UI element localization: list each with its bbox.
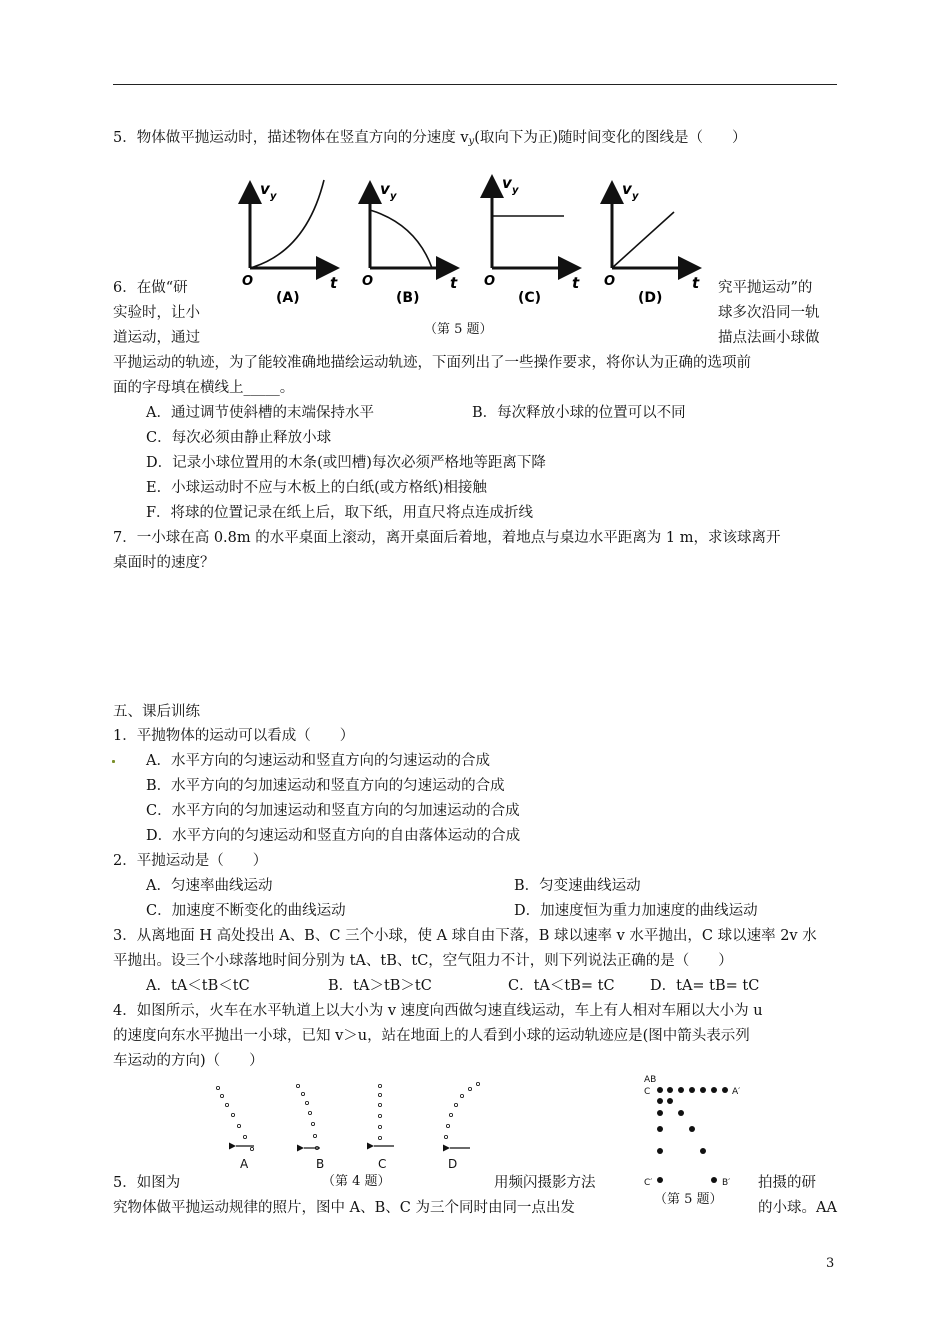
s5-q2-option-a: A．匀速率曲线运动 — [146, 878, 273, 894]
graph-a — [242, 180, 338, 306]
graph-d-label: (D) — [638, 290, 663, 306]
svg-text:B′: B′ — [722, 1178, 731, 1188]
svg-text:A′: A′ — [732, 1087, 741, 1097]
graph-c — [484, 174, 580, 306]
svg-text:v: v — [380, 180, 390, 198]
s5-q1-option-c: C．水平方向的匀加速运动和竖直方向的匀加速运动的合成 — [146, 803, 520, 819]
s5-q4-line1: 4．如图所示，火车在水平轨道上以大小为 v 速度向西做匀速直线运动，车上有人相对车厢以大小为 u — [113, 1003, 763, 1019]
trajectory-d — [444, 1082, 479, 1171]
q6-line5: 面的字母填在横线上_____。 — [113, 380, 295, 396]
s5-q1-option-d: D．水平方向的匀速运动和竖直方向的自由落体运动的合成 — [146, 828, 521, 844]
s5-q2-option-c: C．加速度不断变化的曲线运动 — [146, 903, 346, 919]
graph-d — [604, 180, 700, 306]
svg-text:O: O — [604, 274, 616, 289]
svg-text:O: O — [484, 274, 496, 289]
svg-text:B: B — [316, 1157, 325, 1171]
s5-q5-line1-left: 5．如图为 — [113, 1175, 181, 1191]
figure-5-caption: （第 5 题） — [424, 322, 493, 337]
svg-text:C′: C′ — [644, 1178, 653, 1188]
svg-text:O: O — [362, 274, 374, 289]
trajectory-figure — [206, 1076, 506, 1176]
q6-option-f: F．将球的位置记录在纸上后，取下纸，用直尺将点连成折线 — [146, 505, 534, 521]
svg-text:t: t — [330, 274, 338, 292]
svg-text:AB: AB — [644, 1075, 657, 1085]
trajectory-b — [296, 1084, 324, 1171]
figure-5b-caption: （第 5 题） — [654, 1192, 723, 1207]
s5-q3-option-c: C．tA＜tB= tC — [508, 978, 615, 994]
s5-q5-line2-left: 究物体做平抛运动规律的照片，图中 A、B、C 为三个同时由同一点出发 — [113, 1200, 575, 1216]
q7-line1: 7．一小球在高 0.8m 的水平桌面上滚动，离开桌面后着地，着地点与桌边水平距离为 1 m，求该球离开 — [113, 530, 781, 546]
s5-q2-stem: 2．平抛运动是（ ） — [113, 853, 268, 869]
svg-text:t: t — [450, 274, 458, 292]
graph-b — [362, 180, 458, 306]
q6-line2-left: 实验时，让小 — [113, 305, 200, 321]
q6-option-e: E．小球运动时不应与木板上的白纸(或方格纸)相接触 — [146, 480, 487, 496]
svg-text:C: C — [644, 1087, 651, 1097]
vy-t-graphs — [236, 172, 706, 322]
s5-q5-line2-right: 的小球。AA — [758, 1200, 837, 1216]
q6-option-c: C．每次必须由静止释放小球 — [146, 430, 332, 446]
svg-text:t: t — [692, 274, 700, 292]
graph-a-label: (A) — [276, 290, 300, 306]
s5-q3-line1: 3．从离地面 H 高处投出 A、B、C 三个小球，使 A 球自由下落，B 球以速率 v 水平抛出，C 球以速率 2v 水 — [113, 928, 817, 944]
s5-q3-line2: 平抛出。设三个小球落地时间分别为 tA、tB、tC，空气阻力不计，则下列说法正确的是（ ） — [113, 953, 733, 969]
q6-option-d: D．记录小球位置用的木条(或凹槽)每次必须严格地等距离下降 — [146, 455, 546, 471]
trajectory-c — [374, 1084, 394, 1171]
q7-line2: 桌面时的速度？ — [113, 555, 215, 571]
svg-text:y: y — [390, 191, 397, 202]
svg-text:O: O — [242, 274, 254, 289]
q6-line1-right: 究平抛运动”的 — [718, 280, 813, 296]
graph-b-label: (B) — [396, 290, 420, 306]
s5-q5-line1-mid: 用频闪摄影方法 — [494, 1175, 596, 1191]
s5-q4-line2: 的速度向东水平抛出一小球，已知 v＞u，站在地面上的人看到小球的运动轨迹应是(图中箭头表示列 — [113, 1028, 750, 1044]
q6-line1-left: 6．在做“研 — [113, 280, 188, 296]
strobe-dots — [657, 1087, 728, 1183]
graph-a-vy: v — [260, 180, 270, 198]
header-rule — [113, 84, 837, 85]
svg-text:C: C — [378, 1157, 387, 1171]
svg-text:y: y — [270, 191, 277, 202]
s5-q2-option-d: D．加速度恒为重力加速度的曲线运动 — [514, 903, 758, 919]
svg-text:A: A — [240, 1157, 249, 1171]
s5-q3-option-d: D．tA= tB= tC — [650, 978, 760, 994]
svg-text:v: v — [622, 180, 632, 198]
s5-q1-stem: 1．平抛物体的运动可以看成（ ） — [113, 728, 355, 744]
s5-q5-line1-right: 拍摄的研 — [758, 1175, 816, 1191]
svg-text:y: y — [632, 191, 639, 202]
q6-option-a: A．通过调节使斜槽的末端保持水平 — [146, 405, 374, 421]
trajectory-a — [216, 1086, 254, 1171]
s5-q3-option-a: A．tA＜tB＜tC — [146, 978, 250, 994]
s5-q1-option-b: B．水平方向的匀加速运动和竖直方向的匀速运动的合成 — [146, 778, 505, 794]
q6-option-b: B．每次释放小球的位置可以不同 — [472, 405, 686, 421]
s5-q1-option-a: A．水平方向的匀速运动和竖直方向的匀速运动的合成 — [146, 753, 490, 769]
svg-text:t: t — [572, 274, 580, 292]
page-number: 3 — [826, 1256, 835, 1271]
strobe-photo-figure — [636, 1072, 746, 1192]
s5-q3-option-b: B．tA＞tB＞tC — [328, 978, 432, 994]
s5-q4-line3: 车运动的方向)（ ） — [113, 1053, 264, 1069]
stray-mark — [112, 760, 115, 763]
section-title: 五、课后训练 — [113, 704, 200, 720]
figure-4-caption: （第 4 题） — [322, 1174, 391, 1189]
graph-c-label: (C) — [518, 290, 542, 306]
q6-line3-right: 描点法画小球做 — [718, 330, 820, 346]
s5-q2-option-b: B．匀变速曲线运动 — [514, 878, 641, 894]
svg-text:D: D — [448, 1157, 458, 1171]
q6-line3-left: 道运动，通过 — [113, 330, 200, 346]
svg-text:v: v — [502, 174, 512, 192]
q6-line4: 平抛运动的轨迹，为了能较准确地描绘运动轨迹，下面列出了一些操作要求，将你认为正确的选项前 — [113, 355, 751, 371]
question-5-stem: 5．物体做平抛运动时，描述物体在竖直方向的分速度 $v_y$(取向下为正)随时间变化的图线是（ ） — [113, 130, 747, 147]
q6-line2-right: 球多次沿同一轨 — [718, 305, 820, 321]
svg-text:y: y — [512, 185, 519, 196]
